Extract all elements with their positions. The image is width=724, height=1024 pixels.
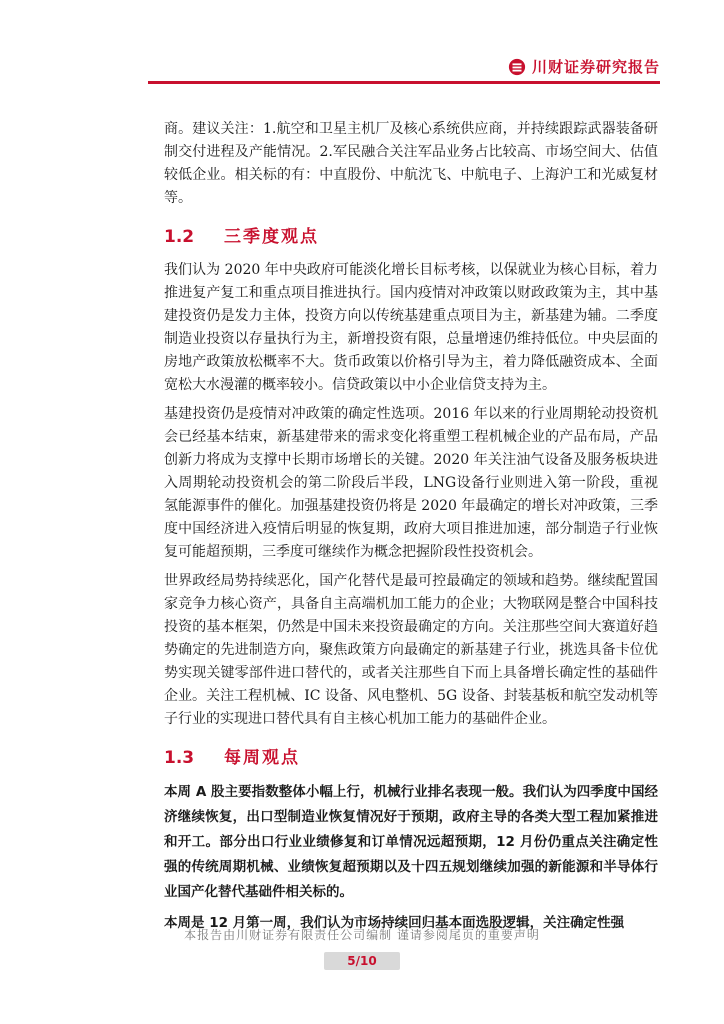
section-heading-1-3 [164, 743, 658, 768]
section-title: 三季度观点 [224, 227, 319, 247]
section-number: 1.2 [164, 227, 195, 247]
brand-name: 川财证券研究报告 [531, 58, 660, 76]
body-paragraph: 世界政经局势持续恶化，国产化替代是最可控最确定的领域和趋势。继续配置国家竞争力核心资产，具备自主高端机加工能力的企业；大物联网是整合中国科技投资的基本框架，仍然是中国未来投资最确定的方向。关注那些空间大赛道好趋势确定的先进制造方向，聚焦政策方向最确定的新基建子行业，挑选具备卡位优势实现关键零部件进口替代的，或者关注那些自下而上具备增长确定性的基础件企业。关注工程机械、IC 设备、风电整机、5G 设备、封装基板和航空发动机等子行业的实现进口替代具有自主核心机加工能力的基础件企业。 [164, 573, 658, 727]
brand [508, 56, 660, 77]
intro-paragraph: 商。建议关注：1.航空和卫星主机厂及核心系统供应商，并持续跟踪武器装备研制交付进程及产能情况。2.军民融合关注军品业务占比较高、市场空间大、估值较低企业。相关标的有：中直股份、中航沈飞、中航电子、上海沪工和光威复材等。 [164, 121, 658, 206]
section-number: 1.3 [164, 748, 195, 768]
report-header [0, 50, 724, 80]
section-heading-1-2 [164, 222, 658, 247]
header-divider [148, 81, 660, 84]
brand-logo-icon [508, 58, 526, 76]
report-body [164, 118, 658, 942]
bold-paragraph: 本周是 12 月第一周，我们认为市场持续回归基本面选股逻辑，关注确定性强 [164, 915, 625, 931]
body-paragraph: 我们认为 2020 年中央政府可能淡化增长目标考核，以保就业为核心目标，着力推进复产复工和重点项目推进执行。国内疫情对冲政策以财政政策为主，其中基建投资仍是发力主体，投资方向以传统基建重点项目为主，新基建为辅。二季度制造业投资以存量执行为主，新增投资有限，总量增速仍维持低位。中央层面的房地产政策放松概率不大。货币政策以价格引导为主，着力降低融资成本、全面宽松大水漫灌的概率较小。信贷政策以中小企业信贷支持为主。 [164, 262, 658, 393]
footer [0, 926, 724, 943]
section-title: 每周观点 [224, 748, 300, 768]
body-paragraph: 基建投资仍是疫情对冲政策的确定性选项。2016 年以来的行业周期轮动投资机会已经基本结束，新基建带来的需求变化将重塑工程机械企业的产品布局，产品创新力将成为支撑中长期市场增长的关键。2020 年关注油气设备及服务板块进入周期轮动投资机会的第二阶段后半段，LNG设备行业则进入第一阶段，重视氢能源事件的催化。加强基建投资仍将是 2020 年最确定的增长对冲政策，三季度中国经济进入疫情后明显的恢复期，政府大项目推进加速，部分制造子行业恢复可能超预期，三季度可继续作为概念把握阶段性投资机会。 [164, 406, 658, 560]
page-number-badge: 5/10 [324, 952, 400, 970]
disclaimer-note: 本报告由川财证券有限责任公司编制 谨请参阅尾页的重要声明 [184, 928, 540, 942]
bold-paragraph: 本周 A 股主要指数整体小幅上行，机械行业排名表现一般。我们认为四季度中国经济继续恢复，出口型制造业恢复情况好于预期，政府主导的各类大型工程加紧推进和开工。部分出口行业业绩修复和订单情况远超预期，12 月份仍重点关注确定性强的传统周期机械、业绩恢复超预期以及十四五规划继续加强的新能源和半导体行业国产化替代基础件相关标的。 [164, 784, 658, 900]
